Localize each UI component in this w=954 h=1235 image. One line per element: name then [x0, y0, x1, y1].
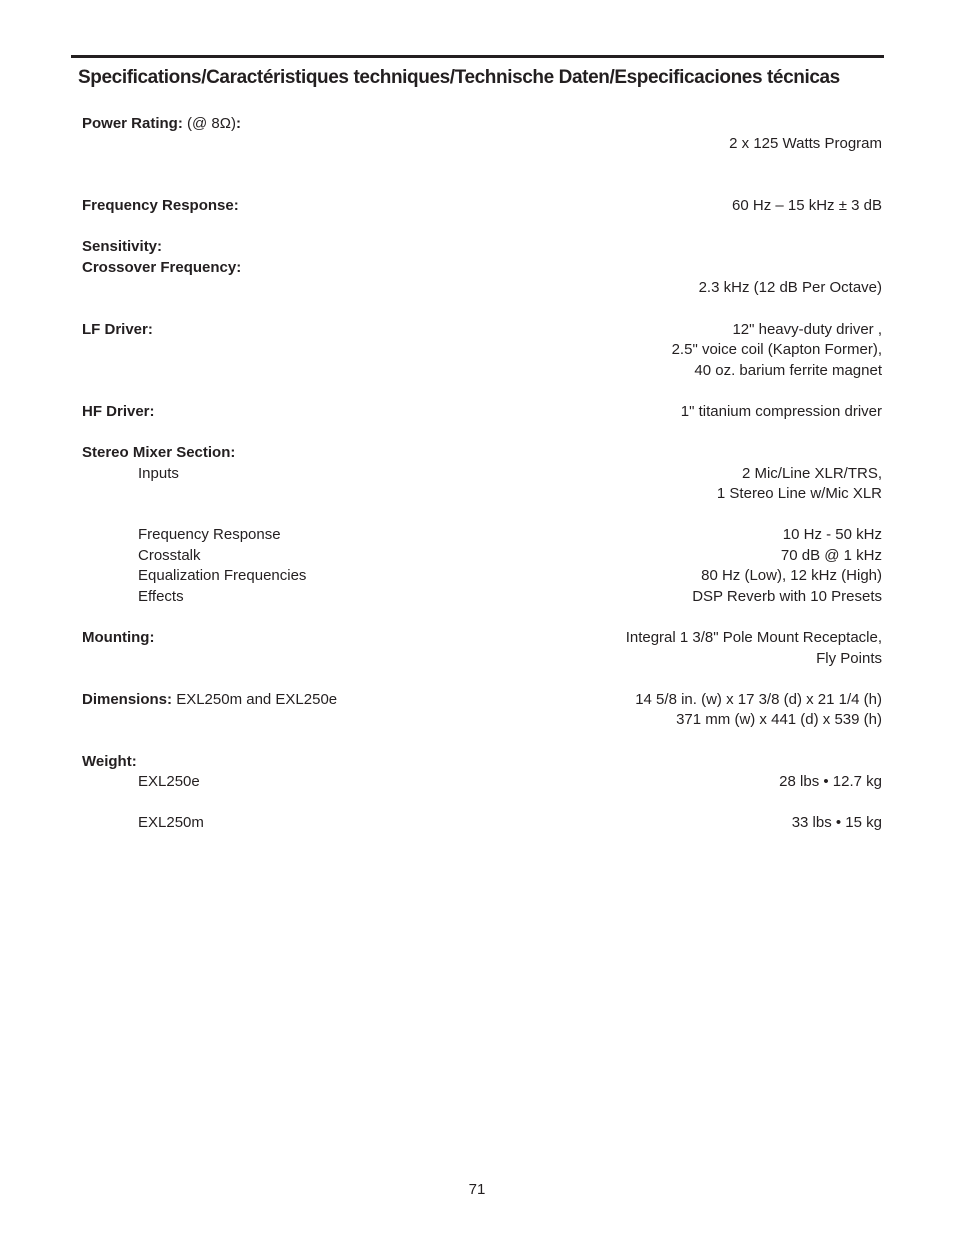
mixer-crosstalk-label: Crosstalk: [138, 547, 201, 564]
mixer-frequency-value: 10 Hz - 50 kHz: [782, 526, 882, 543]
mixer-effects-label: Effects: [138, 588, 184, 605]
weight-exl250e-label: EXL250e: [138, 773, 200, 790]
mixer-effects-value: DSP Reverb with 10 Presets: [692, 588, 882, 605]
mixer-frequency-label: Frequency Response: [138, 526, 281, 543]
mixer-section-label: Stereo Mixer Section:: [82, 444, 236, 461]
lf-driver-label: LF Driver:: [82, 321, 153, 338]
dimensions-label: Dimensions: EXL250m and EXL250e: [82, 691, 338, 708]
hf-driver-value: 1" titanium compression driver: [680, 403, 882, 420]
power-rating-value: 2 x 125 Watts Program: [729, 135, 882, 152]
weight-exl250m-value: 33 lbs • 15 kg: [791, 814, 882, 831]
mounting-value-line: Fly Points: [816, 650, 882, 667]
frequency-response-value: 60 Hz – 15 kHz ± 3 dB: [732, 197, 882, 214]
crossover-label: Crossover Frequency:: [82, 259, 242, 276]
crossover-value: 2.3 kHz (12 dB Per Octave): [698, 279, 882, 296]
mixer-eq-label: Equalization Frequencies: [138, 567, 307, 584]
lf-driver-value-line: 40 oz. barium ferrite magnet: [694, 362, 882, 379]
mixer-inputs-value-line: 1 Stereo Line w/Mic XLR: [716, 485, 882, 502]
weight-exl250e-value: 28 lbs • 12.7 kg: [779, 773, 882, 790]
mounting-value-line: Integral 1 3/8" Pole Mount Receptacle,: [625, 629, 882, 646]
mounting-label: Mounting:: [82, 629, 155, 646]
mixer-eq-value: 80 Hz (Low), 12 kHz (High): [701, 567, 882, 584]
top-rule: [71, 55, 884, 58]
page-title: Specifications/Caractéristiques techniques/Technische Daten/Especificaciones técnicas: [78, 67, 840, 88]
frequency-response-label: Frequency Response:: [82, 197, 239, 214]
hf-driver-label: HF Driver:: [82, 403, 155, 420]
weight-label: Weight:: [82, 753, 137, 770]
weight-exl250m-label: EXL250m: [138, 814, 204, 831]
mixer-inputs-label: Inputs: [138, 465, 179, 482]
sensitivity-label: Sensitivity:: [82, 238, 163, 255]
mixer-inputs-value-line: 2 Mic/Line XLR/TRS,: [741, 465, 882, 482]
lf-driver-value-line: 12" heavy-duty driver ,: [732, 321, 882, 338]
dimensions-value-line: 14 5/8 in. (w) x 17 3/8 (d) x 21 1/4 (h): [635, 691, 882, 708]
mixer-crosstalk-value: 70 dB @ 1 kHz: [780, 547, 882, 564]
power-rating-label: Power Rating: (@ 8Ω):: [82, 115, 241, 132]
page-number: 71: [468, 1181, 486, 1198]
dimensions-value-line: 371 mm (w) x 441 (d) x 539 (h): [676, 711, 882, 728]
lf-driver-value-line: 2.5" voice coil (Kapton Former),: [671, 341, 882, 358]
